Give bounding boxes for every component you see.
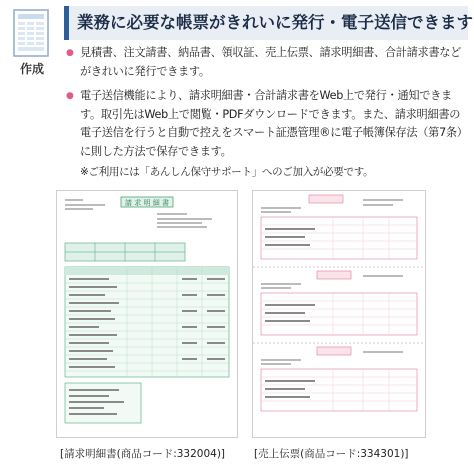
invoice-statement-form-image: [56, 190, 238, 438]
sidebar-label: 作成: [19, 62, 44, 76]
form-title: 請 求 明 細 書: [125, 199, 169, 207]
feature-item-forms: ● 見積書、注文請書、納品書、領収証、売上伝票、請求明細書、合計請求書などがきれいに発行できます。: [66, 44, 466, 81]
feature-item-electronic-send: ● 電子送信機能により、請求明細書・合計請求書をWeb上で発行・通知できます。取引先はWeb上で閲覧・PDFダウンロードできます。また、請求明細書の電子送信を行うと自動で控えをスマート証憑管理®に電子帳簿保存法（第7条）に則した方法で保存できます。: [66, 87, 466, 161]
document-create-icon: [12, 8, 50, 58]
feature-list: [66, 44, 466, 181]
headline: 業務に必要な帳票がきれいに発行・電子送信できます: [64, 6, 468, 40]
sales-slip-form-image: [252, 190, 426, 438]
sales-slip-caption: [売上伝票(商品コード:334301)]: [254, 448, 409, 460]
invoice-statement-caption: [請求明細書(商品コード:332004)]: [60, 448, 226, 460]
support-note: ※ご利用には「あんしん保守サポート」へのご加入が必要です。: [80, 165, 374, 178]
